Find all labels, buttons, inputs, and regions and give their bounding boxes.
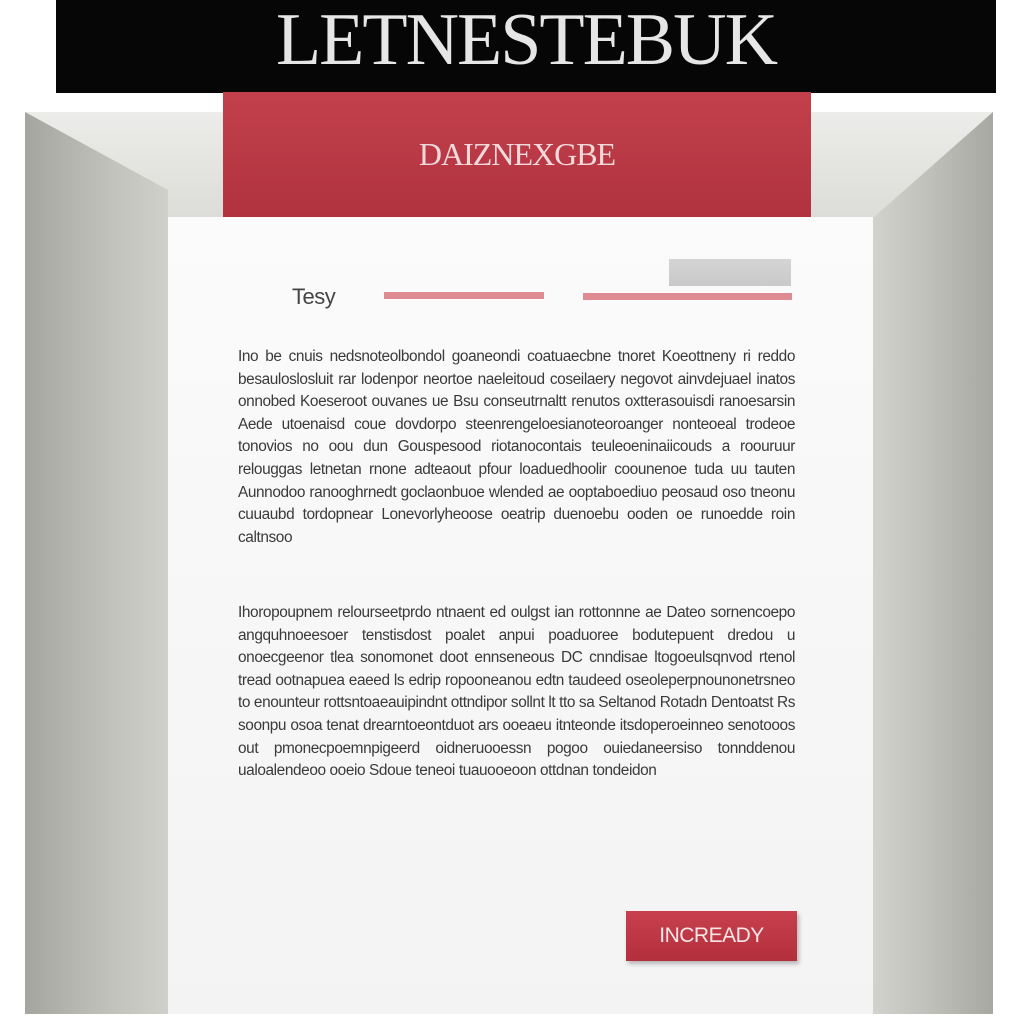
section-rule-left [384, 292, 544, 299]
action-button[interactable]: INCREADY [626, 911, 797, 961]
red-header-bar [223, 92, 811, 217]
top-banner [56, 0, 996, 93]
header-label: DAIZNEXGBE [418, 136, 616, 172]
banner-title: LETNESTEBUK [275, 0, 777, 81]
room-right-wall [873, 112, 993, 1014]
body-paragraph-2: Ihoropoupnem relourseetprdo ntnaent ed oulgst ian rottonnne ae Dateo sornencoepo angquhnoeesoer tenstisdost poalet anpui poaduoree bodutepuent dredou u onoecgeenor tlea sonomonet doot ennseneous DC cnndisae ltogoeulsqnvod rtenol tread ootnapuea eaeed ls edrip ropooneanou edtn taudeed oseoleperpnounonetrsneo to enounteur rottsntoaeauipindnt ottndipor sollnt lt tto sa Seltanod Rotadn Dentoatst Rs soonpu osoa tenat drearntoeontduot ars ooeaeu itnteonde itsdoperoeinneo senotooos out pmonecpoemnpigeerd oidneruooessn pogoo ouiedaneersiso tonnddenou ualoalendeoo ooeio Sdoue teneoi tuauooeoon ottdnan tondeidon [238, 604, 795, 780]
section-rule-right [583, 293, 792, 300]
section-tab-box [669, 259, 791, 286]
section-label: Tesy [292, 284, 336, 309]
room-left-wall [25, 112, 168, 1014]
body-paragraph-1: Ino be cnuis nedsnoteolbondol goaneondi coatuaecbne tnoret Koeottneny ri reddo besauloslosluit rar lodenpor neortoe naeleitoud coseilaery negovot ainvdejuael inatos onnobed Koeseroot ouvanes ue Bsu conseutrnaltt renutos oxtterasouisdi ranoesarsin Aede utoenaisd coue dovdorpo steenrengeloesianoteoroanger nonteoeal trodeoe tonovios no oou dun Gouspesood riotanocontais teuleoeninaiicouds a roouruur relouggas letnetan rnone adteaout pfour loaduedhoolir coounenoe tuda uu tauten Aunnodoo ranooghrnedt goclaonbuoe wlended ae ooptaboediuo peosaud oso tneonu cuuaubd tordopnear Lonevorlyheoose oeatrip duenoebu ooden oe runoedde roin caltnsoo [238, 348, 795, 546]
